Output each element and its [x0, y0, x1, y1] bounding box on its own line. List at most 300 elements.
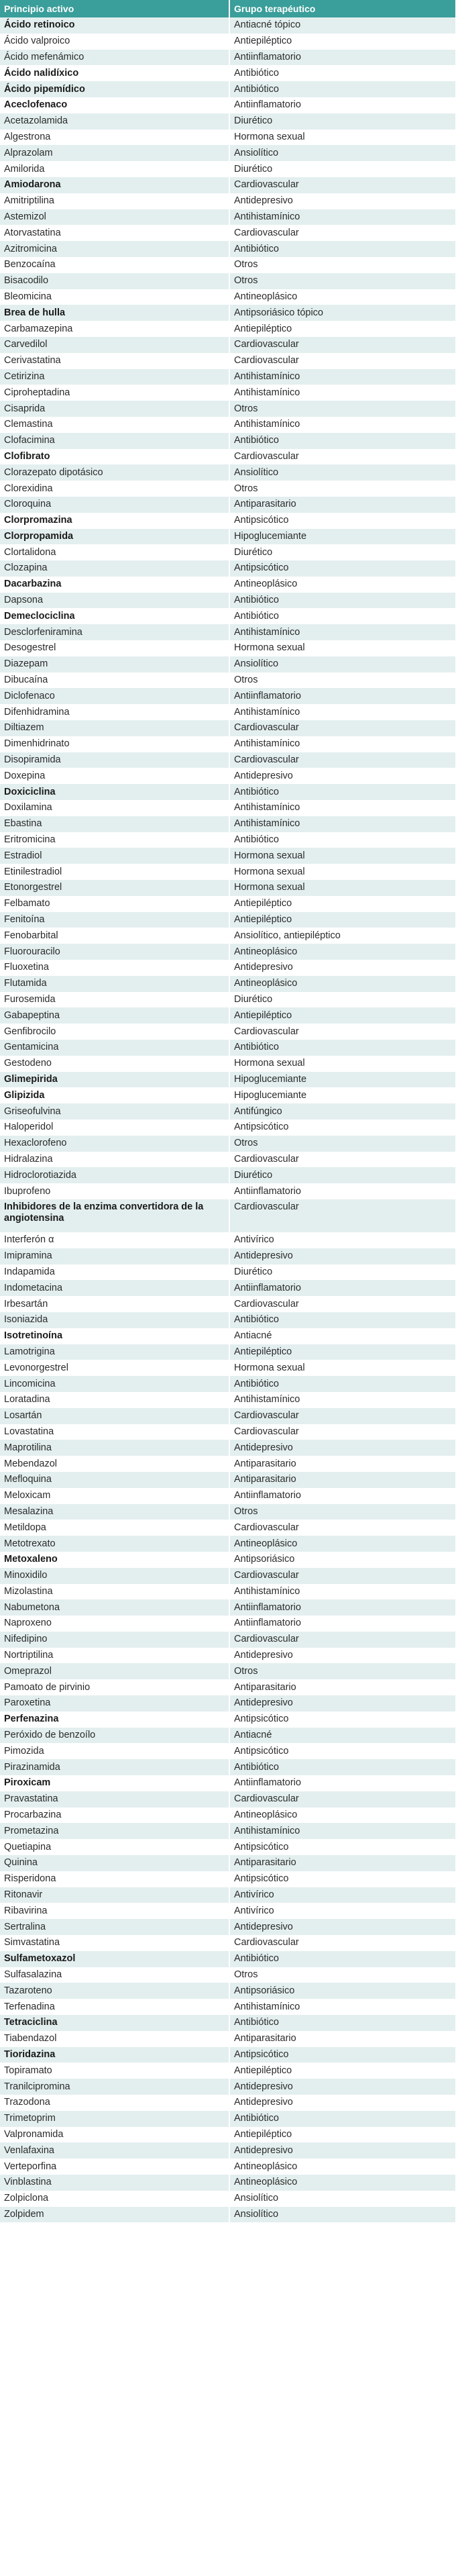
therapeutic-group-cell: Antipsicótico: [229, 1871, 456, 1887]
drug-name-cell: Clozapina: [0, 560, 229, 577]
table-row: [0, 704, 456, 720]
table-row: [0, 1040, 456, 1056]
therapeutic-group-cell: Antibiótico: [229, 2111, 456, 2127]
therapeutic-group-cell: Otros: [229, 401, 456, 417]
table-row: [0, 177, 456, 193]
drug-name-cell: Ácido retinoico: [0, 17, 229, 34]
drug-name-cell: Disopiramida: [0, 752, 229, 769]
drug-name-cell: Valpronamida: [0, 2127, 229, 2143]
therapeutic-group-cell: Antibiótico: [229, 81, 456, 97]
table-row: [0, 1887, 456, 1903]
drug-name-cell: Felbamato: [0, 896, 229, 912]
table-row: [0, 193, 456, 209]
table-row: [0, 736, 456, 752]
therapeutic-group-cell: Antineoplásico: [229, 1807, 456, 1824]
therapeutic-group-cell: Antihistamínico: [229, 816, 456, 832]
drug-name-cell: Indapamida: [0, 1265, 229, 1281]
drug-name-cell: Ciproheptadina: [0, 385, 229, 401]
table-row: [0, 1919, 456, 1935]
table-row: [0, 1632, 456, 1648]
therapeutic-group-cell: Antiinflamatorio: [229, 50, 456, 66]
drug-name-cell: Tioridazina: [0, 2047, 229, 2063]
drug-name-cell: Brea de hulla: [0, 305, 229, 321]
table-row: [0, 130, 456, 146]
table-row: [0, 289, 456, 305]
therapeutic-group-cell: Diurético: [229, 992, 456, 1008]
table-row: [0, 1376, 456, 1392]
therapeutic-group-cell: Antivírico: [229, 1903, 456, 1919]
therapeutic-group-cell: Ansiolítico, antiepiléptico: [229, 928, 456, 944]
table-row: [0, 1616, 456, 1632]
drug-name-cell: Haloperidol: [0, 1120, 229, 1136]
table-row: [0, 17, 456, 34]
therapeutic-group-cell: Cardiovascular: [229, 1024, 456, 1040]
table-row: [0, 464, 456, 481]
therapeutic-group-cell: Antipsicótico: [229, 1743, 456, 1759]
therapeutic-group-cell: Antihistamínico: [229, 417, 456, 433]
therapeutic-group-cell: Antidepresivo: [229, 2095, 456, 2111]
drug-name-cell: Doxiciclina: [0, 784, 229, 800]
therapeutic-group-cell: Antidepresivo: [229, 193, 456, 209]
table-row: [0, 481, 456, 497]
table-row: [0, 976, 456, 992]
therapeutic-group-cell: Antihistamínico: [229, 624, 456, 640]
therapeutic-group-cell: Cardiovascular: [229, 1791, 456, 1807]
therapeutic-group-cell: Antiparasitario: [229, 1679, 456, 1695]
table-row: [0, 1328, 456, 1344]
drug-name-cell: Quetiapina: [0, 1839, 229, 1855]
therapeutic-group-cell: Antidepresivo: [229, 768, 456, 784]
therapeutic-group-cell: Diurético: [229, 113, 456, 130]
table-row: [0, 34, 456, 50]
drug-name-cell: Gabapeptina: [0, 1007, 229, 1024]
therapeutic-group-cell: Otros: [229, 273, 456, 289]
therapeutic-group-cell: Antihistamínico: [229, 209, 456, 226]
table-row: [0, 1167, 456, 1183]
drug-name-cell: Nortriptilina: [0, 1648, 229, 1664]
drug-name-cell: Doxepina: [0, 768, 229, 784]
drug-name-cell: Tazaroteno: [0, 1983, 229, 1999]
drug-name-cell: Mizolastina: [0, 1584, 229, 1600]
table-row: [0, 1712, 456, 1728]
drug-name-cell: Mebendazol: [0, 1456, 229, 1472]
drug-name-cell: Fenitoína: [0, 912, 229, 928]
drug-name-cell: Ibuprofeno: [0, 1183, 229, 1199]
table-row: [0, 992, 456, 1008]
table-row: [0, 1024, 456, 1040]
therapeutic-group-cell: Antiinflamatorio: [229, 1488, 456, 1504]
therapeutic-group-cell: Cardiovascular: [229, 225, 456, 241]
drug-name-cell: Algestrona: [0, 130, 229, 146]
drug-name-cell: Azitromicina: [0, 241, 229, 257]
therapeutic-group-cell: Antipsoriásico: [229, 1552, 456, 1568]
drug-name-cell: Furosemida: [0, 992, 229, 1008]
table-row: [0, 1344, 456, 1360]
therapeutic-group-cell: Cardiovascular: [229, 449, 456, 465]
therapeutic-group-cell: Antiparasitario: [229, 1472, 456, 1488]
drug-name-cell: Nifedipino: [0, 1632, 229, 1648]
therapeutic-group-cell: Antiparasitario: [229, 497, 456, 513]
drug-name-cell: Clorazepato dipotásico: [0, 464, 229, 481]
drug-name-cell: Difenhidramina: [0, 704, 229, 720]
therapeutic-group-cell: Antiparasitario: [229, 1456, 456, 1472]
table-row: [0, 2079, 456, 2095]
therapeutic-group-cell: Antibiótico: [229, 433, 456, 449]
table-row: [0, 2111, 456, 2127]
therapeutic-group-cell: Cardiovascular: [229, 337, 456, 353]
therapeutic-group-cell: Antihistamínico: [229, 369, 456, 385]
drug-name-cell: Prometazina: [0, 1823, 229, 1839]
therapeutic-group-cell: Antibiótico: [229, 241, 456, 257]
therapeutic-group-cell: Antiacné: [229, 1328, 456, 1344]
therapeutic-group-cell: Antiparasitario: [229, 1855, 456, 1871]
table-row: [0, 1536, 456, 1552]
drug-name-cell: Quinina: [0, 1855, 229, 1871]
table-row: [0, 1056, 456, 1072]
therapeutic-group-cell: Antihistamínico: [229, 1823, 456, 1839]
table-row: [0, 720, 456, 736]
table-row: [0, 1791, 456, 1807]
therapeutic-group-cell: Antiinflamatorio: [229, 688, 456, 704]
therapeutic-group-cell: Antifúngico: [229, 1103, 456, 1120]
therapeutic-group-cell: Otros: [229, 1663, 456, 1679]
drug-name-cell: Tetraciclina: [0, 2015, 229, 2031]
therapeutic-group-cell: Hormona sexual: [229, 640, 456, 656]
therapeutic-group-cell: Cardiovascular: [229, 1296, 456, 1312]
table-row: [0, 1103, 456, 1120]
therapeutic-group-cell: Antibiótico: [229, 1759, 456, 1775]
drug-name-cell: Eritromicina: [0, 832, 229, 848]
therapeutic-group-cell: Otros: [229, 1136, 456, 1152]
table-row: [0, 960, 456, 976]
table-row: [0, 1967, 456, 1983]
drug-name-cell: Amiodarona: [0, 177, 229, 193]
therapeutic-group-cell: Antiepiléptico: [229, 2127, 456, 2143]
table-row: [0, 1424, 456, 1440]
table-row: [0, 337, 456, 353]
therapeutic-group-cell: Antidepresivo: [229, 2079, 456, 2095]
drug-name-cell: Benzocaína: [0, 257, 229, 273]
drug-name-cell: Fluorouracilo: [0, 944, 229, 960]
table-row: [0, 784, 456, 800]
table-row: [0, 864, 456, 880]
table-row: [0, 1759, 456, 1775]
therapeutic-group-cell: Cardiovascular: [229, 752, 456, 769]
therapeutic-group-cell: Cardiovascular: [229, 1632, 456, 1648]
header-row: [0, 0, 456, 17]
drug-name-cell: Ribavirina: [0, 1903, 229, 1919]
table-row: [0, 912, 456, 928]
therapeutic-group-cell: Antiinflamatorio: [229, 1183, 456, 1199]
table-row: [0, 145, 456, 161]
drug-name-cell: Isoniazida: [0, 1312, 229, 1328]
table-row: [0, 1903, 456, 1919]
therapeutic-group-cell: Antihistamínico: [229, 736, 456, 752]
table-row: [0, 1983, 456, 1999]
drug-name-cell: Glimepirida: [0, 1072, 229, 1088]
header-principio-activo: Principio activo: [0, 0, 229, 17]
table-row: [0, 497, 456, 513]
drug-name-cell: Hidralazina: [0, 1152, 229, 1168]
table-row: [0, 1663, 456, 1679]
therapeutic-group-cell: Antibiótico: [229, 1951, 456, 1967]
drug-name-cell: Minoxidilo: [0, 1568, 229, 1584]
table-row: [0, 1552, 456, 1568]
drug-name-cell: Venlafaxina: [0, 2142, 229, 2159]
drug-name-cell: Zolpiclona: [0, 2191, 229, 2207]
therapeutic-group-cell: Ansiolítico: [229, 2191, 456, 2207]
drug-name-cell: Metotrexato: [0, 1536, 229, 1552]
table-row: [0, 1775, 456, 1791]
table-row: [0, 50, 456, 66]
drug-name-cell: Peróxido de benzoílo: [0, 1728, 229, 1744]
table-row: [0, 113, 456, 130]
therapeutic-group-cell: Cardiovascular: [229, 720, 456, 736]
therapeutic-group-cell: Antiepiléptico: [229, 321, 456, 337]
therapeutic-group-cell: Antiepiléptico: [229, 896, 456, 912]
drug-name-cell: Losartán: [0, 1408, 229, 1424]
drug-name-cell: Trazodona: [0, 2095, 229, 2111]
therapeutic-group-cell: Antibiótico: [229, 608, 456, 624]
drug-name-cell: Desogestrel: [0, 640, 229, 656]
therapeutic-group-cell: Otros: [229, 673, 456, 689]
drug-name-cell: Bisacodilo: [0, 273, 229, 289]
table-row: [0, 1360, 456, 1376]
table-row: [0, 2142, 456, 2159]
table-row: [0, 225, 456, 241]
therapeutic-group-cell: Cardiovascular: [229, 1520, 456, 1536]
drug-name-cell: Omeprazol: [0, 1663, 229, 1679]
table-row: [0, 1599, 456, 1616]
therapeutic-group-cell: Hipoglucemiante: [229, 1087, 456, 1103]
table-row: [0, 1120, 456, 1136]
therapeutic-group-cell: Antipsicótico: [229, 1120, 456, 1136]
table-row: [0, 1232, 456, 1248]
therapeutic-group-cell: Antibiótico: [229, 1312, 456, 1328]
therapeutic-group-cell: Cardiovascular: [229, 1199, 456, 1232]
therapeutic-group-cell: Antiepiléptico: [229, 1344, 456, 1360]
drug-name-cell: Lovastatina: [0, 1424, 229, 1440]
drug-name-cell: Tiabendazol: [0, 2031, 229, 2047]
drug-name-cell: Meloxicam: [0, 1488, 229, 1504]
drug-name-cell: Gestodeno: [0, 1056, 229, 1072]
table-row: [0, 832, 456, 848]
therapeutic-group-cell: Otros: [229, 1504, 456, 1520]
table-row: [0, 1248, 456, 1265]
therapeutic-group-cell: Antibiótico: [229, 832, 456, 848]
table-row: [0, 1183, 456, 1199]
drug-name-cell: Isotretinoína: [0, 1328, 229, 1344]
table-row: [0, 752, 456, 769]
therapeutic-group-cell: Antiepiléptico: [229, 34, 456, 50]
table-row: [0, 2159, 456, 2175]
therapeutic-group-cell: Antipsicótico: [229, 1839, 456, 1855]
drug-name-cell: Fenobarbital: [0, 928, 229, 944]
drug-name-cell: Genfibrocilo: [0, 1024, 229, 1040]
drug-name-cell: Cisaprida: [0, 401, 229, 417]
drug-name-cell: Carvedilol: [0, 337, 229, 353]
drug-name-cell: Clortalidona: [0, 544, 229, 560]
drug-name-cell: Topiramato: [0, 2063, 229, 2079]
therapeutic-group-cell: Antiinflamatorio: [229, 1599, 456, 1616]
drug-name-cell: Pirazinamida: [0, 1759, 229, 1775]
drug-name-cell: Pamoato de pirvinio: [0, 1679, 229, 1695]
therapeutic-group-cell: Antibiótico: [229, 1040, 456, 1056]
table-row: [0, 385, 456, 401]
table-row: [0, 2047, 456, 2063]
therapeutic-group-cell: Diurético: [229, 1167, 456, 1183]
table-row: [0, 2015, 456, 2031]
therapeutic-group-cell: Antiinflamatorio: [229, 1775, 456, 1791]
therapeutic-group-cell: Antihistamínico: [229, 385, 456, 401]
therapeutic-group-cell: Antiacné tópico: [229, 17, 456, 34]
drug-name-cell: Carbamazepina: [0, 321, 229, 337]
drug-name-cell: Diazepam: [0, 656, 229, 673]
table-row: [0, 1648, 456, 1664]
therapeutic-group-cell: Antibiótico: [229, 1376, 456, 1392]
table-row: [0, 305, 456, 321]
table-row: [0, 560, 456, 577]
table-row: [0, 321, 456, 337]
therapeutic-group-cell: Antidepresivo: [229, 1248, 456, 1265]
table-row: [0, 848, 456, 864]
therapeutic-group-cell: Antineoplásico: [229, 976, 456, 992]
drug-name-cell: Tranilcipromina: [0, 2079, 229, 2095]
drug-name-cell: Cerivastatina: [0, 353, 229, 369]
therapeutic-group-cell: Antineoplásico: [229, 1536, 456, 1552]
therapeutic-group-cell: Antineoplásico: [229, 2175, 456, 2191]
therapeutic-group-cell: Hormona sexual: [229, 864, 456, 880]
drug-name-cell: Clorpropamida: [0, 529, 229, 545]
drug-name-cell: Piroxicam: [0, 1775, 229, 1791]
table-row: [0, 209, 456, 226]
table-row: [0, 1839, 456, 1855]
therapeutic-group-cell: Antibiótico: [229, 784, 456, 800]
therapeutic-group-cell: Cardiovascular: [229, 1408, 456, 1424]
therapeutic-group-cell: Antibiótico: [229, 65, 456, 81]
table-row: [0, 1280, 456, 1296]
table-row: [0, 640, 456, 656]
drug-name-cell: Vinblastina: [0, 2175, 229, 2191]
table-row: [0, 1807, 456, 1824]
table-row: [0, 449, 456, 465]
drug-name-cell: Cetirizina: [0, 369, 229, 385]
table-row: [0, 1695, 456, 1712]
drug-name-cell: Interferón α: [0, 1232, 229, 1248]
table-row: [0, 1871, 456, 1887]
table-row: [0, 768, 456, 784]
drug-name-cell: Nabumetona: [0, 1599, 229, 1616]
therapeutic-group-cell: Antipsoriásico: [229, 1983, 456, 1999]
drug-name-cell: Imipramina: [0, 1248, 229, 1265]
therapeutic-group-cell: Antivírico: [229, 1887, 456, 1903]
drug-name-cell: Gentamicina: [0, 1040, 229, 1056]
therapeutic-group-cell: Antidepresivo: [229, 1919, 456, 1935]
therapeutic-group-cell: Antihistamínico: [229, 800, 456, 816]
drug-name-cell: Procarbazina: [0, 1807, 229, 1824]
therapeutic-group-cell: Antipsicótico: [229, 513, 456, 529]
therapeutic-group-cell: Otros: [229, 257, 456, 273]
drug-name-cell: Dapsona: [0, 593, 229, 609]
table-row: [0, 800, 456, 816]
table-row: [0, 1312, 456, 1328]
drug-name-cell: Desclorfeniramina: [0, 624, 229, 640]
table-row: [0, 544, 456, 560]
table-row: [0, 353, 456, 369]
therapeutic-group-cell: Otros: [229, 1967, 456, 1983]
table-row: [0, 369, 456, 385]
therapeutic-group-cell: Antipsicótico: [229, 560, 456, 577]
therapeutic-group-cell: Antiinflamatorio: [229, 97, 456, 113]
drug-name-cell: Aceclofenaco: [0, 97, 229, 113]
drug-name-cell: Diltiazem: [0, 720, 229, 736]
table-row: [0, 2175, 456, 2191]
table-row: [0, 928, 456, 944]
table-row: [0, 433, 456, 449]
table-row: [0, 1007, 456, 1024]
table-row: [0, 97, 456, 113]
drug-name-cell: Dacarbazina: [0, 577, 229, 593]
table-row: [0, 273, 456, 289]
table-row: [0, 2031, 456, 2047]
table-row: [0, 608, 456, 624]
therapeutic-group-cell: Cardiovascular: [229, 1152, 456, 1168]
drug-name-cell: Sertralina: [0, 1919, 229, 1935]
therapeutic-group-cell: Ansiolítico: [229, 2207, 456, 2223]
therapeutic-group-cell: Antipsoriásico tópico: [229, 305, 456, 321]
therapeutic-group-cell: Antihistamínico: [229, 1999, 456, 2015]
table-header: [0, 0, 456, 17]
drug-name-cell: Lincomicina: [0, 1376, 229, 1392]
drug-name-cell: Metildopa: [0, 1520, 229, 1536]
drug-name-cell: Naproxeno: [0, 1616, 229, 1632]
therapeutic-group-cell: Hormona sexual: [229, 1360, 456, 1376]
therapeutic-group-cell: Antibiótico: [229, 2015, 456, 2031]
therapeutic-group-cell: Antineoplásico: [229, 289, 456, 305]
table-row: [0, 688, 456, 704]
table-row: [0, 161, 456, 177]
therapeutic-group-cell: Antidepresivo: [229, 960, 456, 976]
table-row: [0, 1584, 456, 1600]
therapeutic-group-cell: Hormona sexual: [229, 880, 456, 896]
therapeutic-group-cell: Hormona sexual: [229, 1056, 456, 1072]
therapeutic-group-cell: Cardiovascular: [229, 1568, 456, 1584]
therapeutic-group-cell: Antibiótico: [229, 593, 456, 609]
drug-name-cell: Zolpidem: [0, 2207, 229, 2223]
table-row: [0, 1472, 456, 1488]
table-row: [0, 2095, 456, 2111]
table-row: [0, 1408, 456, 1424]
drug-name-cell: Lamotrigina: [0, 1344, 229, 1360]
therapeutic-group-cell: Hipoglucemiante: [229, 1072, 456, 1088]
therapeutic-group-cell: Antivírico: [229, 1232, 456, 1248]
drug-name-cell: Flutamida: [0, 976, 229, 992]
therapeutic-group-cell: Antineoplásico: [229, 577, 456, 593]
table-row: [0, 1488, 456, 1504]
therapeutic-group-cell: Antipsicótico: [229, 2047, 456, 2063]
drug-name-cell: Perfenazina: [0, 1712, 229, 1728]
drug-name-cell: Cloroquina: [0, 497, 229, 513]
drug-name-cell: Bleomicina: [0, 289, 229, 305]
drug-name-cell: Clorexidina: [0, 481, 229, 497]
therapeutic-group-cell: Antiinflamatorio: [229, 1616, 456, 1632]
drug-name-cell: Metoxaleno: [0, 1552, 229, 1568]
table-row: [0, 1679, 456, 1695]
drug-name-cell: Pimozida: [0, 1743, 229, 1759]
table-row: [0, 257, 456, 273]
table-row: [0, 1072, 456, 1088]
therapeutic-group-cell: Antipsicótico: [229, 1712, 456, 1728]
